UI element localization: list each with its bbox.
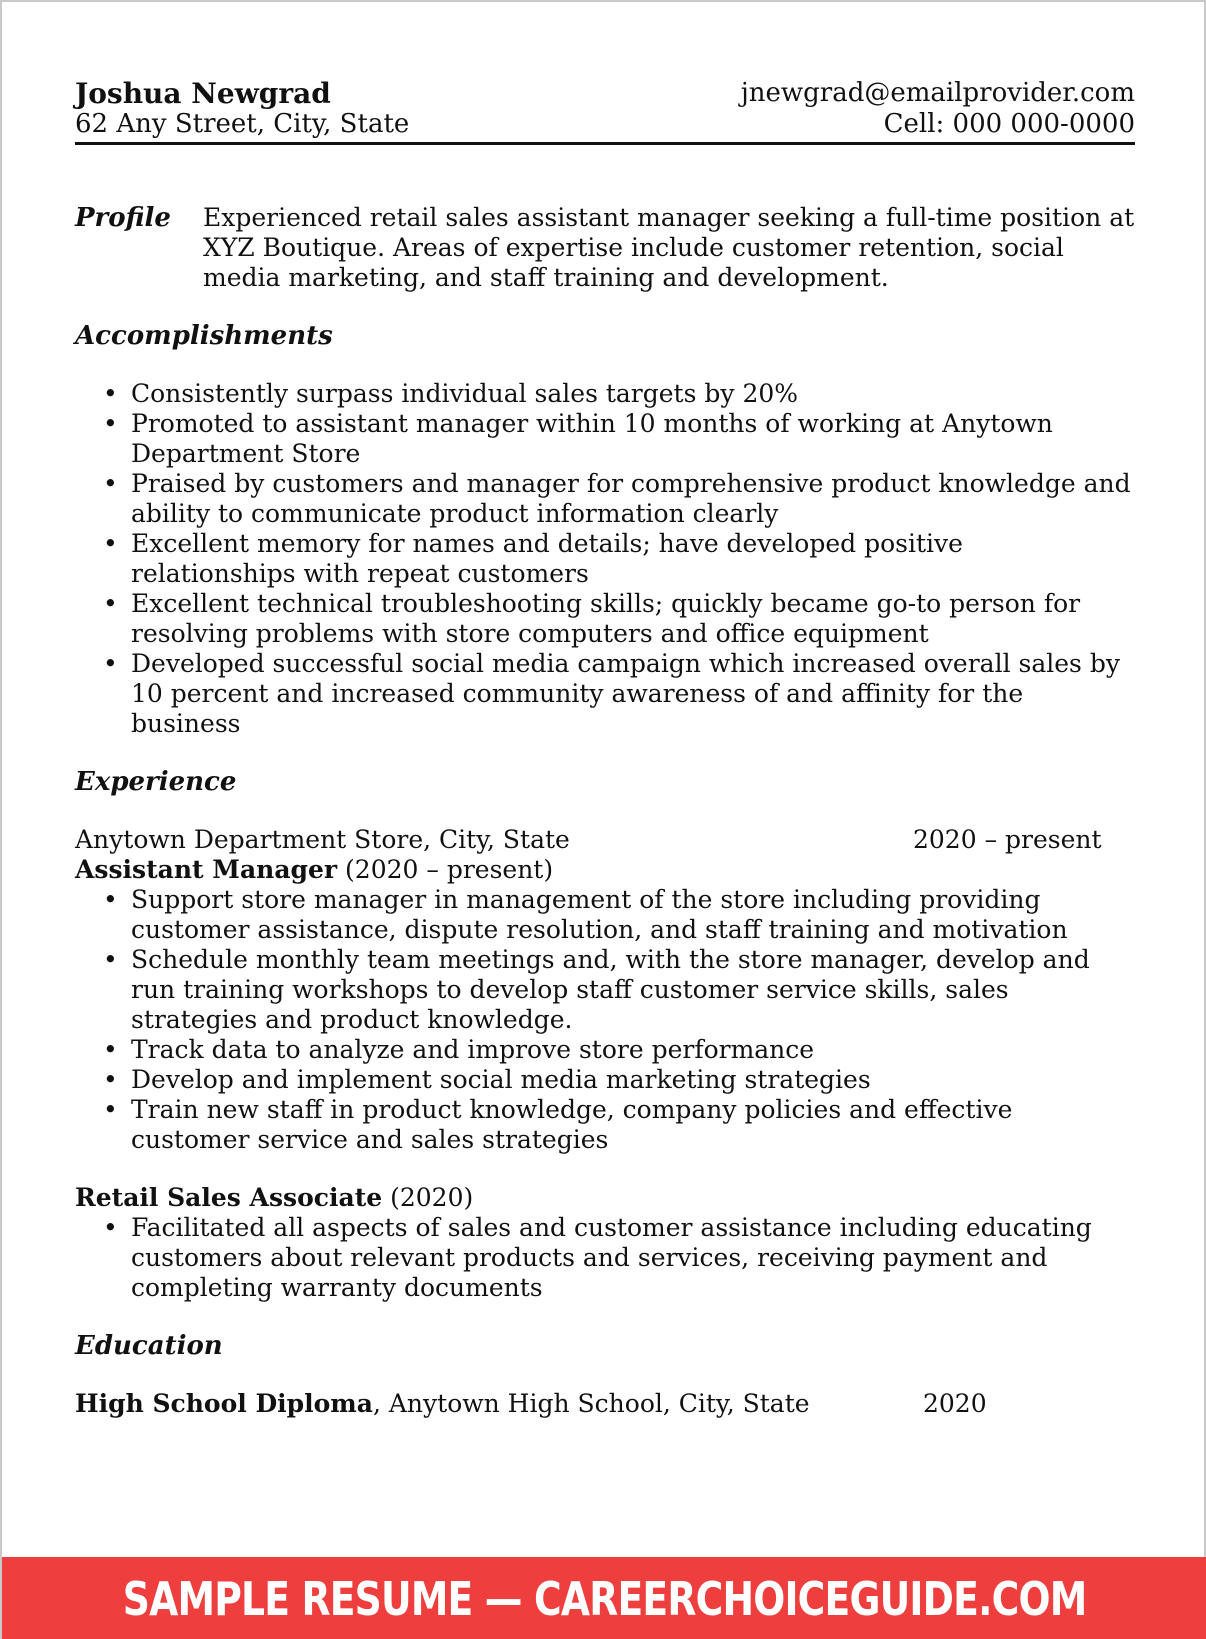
list-item: • Developed successful social media campaign which increased overall sales by 10 percent and increased community awareness of and affinity for the business (75, 649, 1135, 739)
education-main (75, 1389, 923, 1419)
list-item: • Track data to analyze and improve store performance (75, 1035, 1135, 1065)
list-item: • Facilitated all aspects of sales and customer assistance including educating customers about relevant products and services, receiving payment and completing warranty documents (75, 1213, 1135, 1303)
list-item: • Support store manager in management of the store including providing customer assistance, dispute resolution, and staff training and motivation (75, 885, 1135, 945)
applicant-address: 62 Any Street, City, State (75, 109, 410, 139)
education-row (75, 1389, 1135, 1419)
role-title: Assistant Manager (75, 855, 338, 884)
list-item: • Excellent memory for names and details; have developed positive relationships with repeat customers (75, 529, 1135, 589)
profile-label: Profile (75, 203, 171, 233)
list-item: • Promoted to assistant manager within 10 months of working at Anytown Department Store (75, 409, 1135, 469)
list-item: • Consistently surpass individual sales targets by 20% (75, 379, 1135, 409)
resume-header (75, 78, 1135, 145)
role-heading (75, 855, 1135, 885)
employer-name: Anytown Department Store, City, State (75, 825, 570, 854)
role-dates: (2020 – present) (337, 855, 554, 884)
sample-banner (2, 1557, 1206, 1639)
applicant-name: Joshua Newgrad (75, 77, 331, 110)
applicant-phone: Cell: 000 000-0000 (883, 109, 1135, 139)
resume-content (75, 78, 1135, 1419)
accomplishments-list (75, 379, 1135, 739)
education-year: 2020 (923, 1389, 987, 1418)
list-item: • Excellent technical troubleshooting skills; quickly became go-to person for resolving problems with store computers and office equipment (75, 589, 1135, 649)
role-title: Retail Sales Associate (75, 1183, 383, 1212)
employer-row (75, 825, 1135, 855)
profile-section (75, 203, 1135, 293)
role-dates: (2020) (382, 1183, 474, 1212)
experience-title: Experience (75, 767, 237, 797)
degree-name: High School Diploma (75, 1389, 373, 1418)
role-duties-list (75, 1213, 1135, 1303)
list-item: • Praised by customers and manager for comprehensive product knowledge and ability to communicate product information clearly (75, 469, 1135, 529)
list-item: • Train new staff in product knowledge, company policies and effective customer service and sales strategies (75, 1095, 1135, 1155)
banner-text: SAMPLE RESUME — CAREERCHOICEGUIDE.COM (123, 1572, 1087, 1626)
header-right (741, 78, 1135, 140)
applicant-email: jnewgrad@emailprovider.com (740, 78, 1135, 108)
list-item: • Schedule monthly team meetings and, with the store manager, develop and run training workshops to develop staff customer service skills, sales strategies and product knowledge. (75, 945, 1135, 1035)
employer-dates: 2020 – present (913, 825, 1102, 854)
accomplishments-title: Accomplishments (75, 321, 333, 351)
profile-text: Experienced retail sales assistant manager seeking a full-time position at XYZ Boutique. Areas of expertise include customer retention, social media marketing, and staff training and development. (203, 203, 1135, 292)
role-heading (75, 1183, 1135, 1213)
header-left (75, 78, 409, 140)
list-item: • Develop and implement social media marketing strategies (75, 1065, 1135, 1095)
role-duties-list (75, 885, 1135, 1155)
school-name: , Anytown High School, City, State (372, 1389, 810, 1418)
education-title: Education (75, 1331, 223, 1361)
